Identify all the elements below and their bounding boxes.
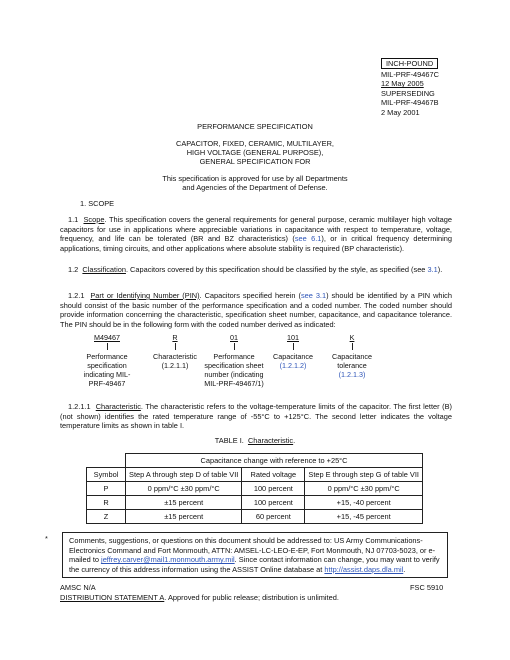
amsc-label: AMSC N/A [60, 583, 96, 592]
table-cell: R [87, 496, 126, 510]
pin-part-tolerance [322, 333, 382, 379]
assist-url-link[interactable]: http://assist.daps.dla.mil [324, 564, 404, 574]
pin-reference[interactable]: (1.2.1.3) [338, 370, 366, 379]
paragraph-1-2-1 [60, 291, 452, 329]
fsc-label: FSC 5910 [410, 583, 444, 592]
table-caption-suffix: . [293, 436, 296, 445]
characteristic-table [86, 453, 423, 524]
table-column-header: Step A through step D of table VII [126, 468, 242, 482]
pin-description: Characteristic [153, 352, 197, 361]
paragraph-text: . Capacitors specified herein ( [199, 291, 301, 300]
comments-text: . [403, 564, 406, 574]
pin-connector-line [293, 343, 294, 350]
table-header-row [87, 454, 423, 468]
title-line-3: GENERAL SPECIFICATION FOR [199, 157, 311, 166]
change-marker: * [45, 534, 48, 543]
paragraph-1-1 [60, 215, 452, 253]
title-line-1: CAPACITOR, FIXED, CERAMIC, MULTILAYER, [176, 139, 334, 148]
table-caption-prefix: TABLE I. [214, 436, 244, 445]
paragraph-number: 1.2 [68, 265, 79, 274]
pin-code: 101 [287, 333, 299, 342]
distribution-label: DISTRIBUTION STATEMENT A [60, 593, 165, 602]
table-cell: 100 percent [242, 496, 305, 510]
table-cell: +15, -45 percent [305, 510, 423, 524]
paragraph-text: . The characteristic refers to the voltage-temperature limits of the capacitor. The first letter (B) (not shown) identifies the rated temperature range of -55°C to +125°C. The second letter indicates the voltage temperature limits as shown in table I. [60, 402, 452, 431]
table-cell: 100 percent [242, 482, 305, 496]
table-header-row [87, 468, 423, 482]
pin-connector-line [107, 343, 108, 350]
table-row [87, 510, 423, 524]
table-caption-title: Characteristic [247, 436, 294, 445]
pin-part-spec [78, 333, 136, 388]
approval-line-1: This specification is approved for use by all Departments [162, 174, 348, 183]
pin-description: Capacitance tolerance [332, 352, 372, 370]
paragraph-title: Scope [83, 215, 105, 224]
table-column-header: Step E through step G of table VII [305, 468, 423, 482]
pin-connector-line [234, 343, 235, 350]
previous-document-date: 2 May 2001 [381, 107, 420, 117]
table-cell: 60 percent [242, 510, 305, 524]
table-row [87, 496, 423, 510]
pin-diagram [60, 333, 460, 403]
comments-text: Comments, suggestions, or questions on this document should be addressed to: US Army Communications-Electronics Command and Fort Monmouth, ATTN: AMSEL-LC-LEO-E-EP, Fort Monmouth, NJ 07703-5023, or e-mailed to [69, 536, 436, 565]
pin-reference: (1.2.1.1) [161, 361, 189, 370]
approval-line-2: and Agencies of the Department of Defense. [182, 183, 328, 192]
paragraph-text: . This specification covers the general requirements for general purpose, ceramic multilayer high voltage capacitors for use in applications where appreciable variations in capacitance with respect to temperature, voltage, frequency, and life can be tolerated (BR and BZ characteristics) ( [60, 215, 452, 244]
table-cell: +15, -40 percent [305, 496, 423, 510]
distribution-statement [60, 593, 339, 603]
pin-code: R [172, 333, 178, 342]
pin-code: 01 [230, 333, 238, 342]
comments-text: . Since contact information can change, you may want to verify the currency of this address information using the ASSIST Online database at [69, 555, 440, 574]
table-column-header: Symbol [87, 468, 126, 482]
pin-description: Performance specification sheet number (indicating MIL-PRF-49467/1) [204, 352, 264, 388]
document-header [381, 58, 461, 117]
table-cell: P [87, 482, 126, 496]
paragraph-text: . Capacitors covered by this specification should be classified by the style, as specified (see [125, 265, 428, 274]
document-date: 12 May 2005 [381, 79, 424, 89]
superseding-label: SUPERSEDING [381, 88, 435, 98]
comments-box [62, 532, 448, 578]
paragraph-title: Part or Identifying Number (PIN) [90, 291, 200, 300]
paragraph-title: Characteristic [95, 402, 141, 411]
pin-code: M49467 [94, 333, 120, 342]
table-cell: ±15 percent [126, 510, 242, 524]
paragraph-number: 1.2.1.1 [68, 402, 91, 411]
pin-description: Capacitance [273, 352, 313, 361]
document-type: PERFORMANCE SPECIFICATION [197, 122, 313, 131]
title-line-2: HIGH VOLTAGE (GENERAL PURPOSE), [186, 148, 324, 157]
previous-document-id: MIL-PRF-49467B [381, 98, 439, 108]
reference-link[interactable]: see 6.1 [294, 234, 322, 244]
table-caption [0, 436, 510, 446]
pin-code: K [349, 333, 355, 342]
email-link[interactable]: jeffrey.carver@mail1.monmouth.army.mil [101, 555, 235, 565]
table-column-header: Rated voltage [242, 468, 305, 482]
section-heading-scope: 1. SCOPE [80, 199, 115, 208]
paragraph-text: ), or in critical frequency determining applications, timing circuits, and other applications where absolute stability is required (BP characteristic). [60, 234, 452, 253]
paragraph-text: ). [437, 265, 443, 274]
paragraph-1-2-1-1 [60, 402, 452, 431]
distribution-text: . Approved for public release; distribution is unlimited. [164, 593, 339, 602]
pin-description: Performance specification indicating MIL-PRF-49467 [83, 352, 131, 388]
table-group-header: Capacitance change with reference to +25°C [126, 454, 423, 468]
pin-part-sheet [194, 333, 274, 388]
paragraph-title: Classification [82, 265, 126, 274]
pin-connector-line [175, 343, 176, 350]
pin-part-capacitance [266, 333, 320, 370]
paragraph-1-2 [60, 265, 452, 275]
table-cell: Z [87, 510, 126, 524]
reference-link[interactable]: see 3.1 [300, 291, 327, 300]
reference-link[interactable]: 3.1 [427, 265, 438, 274]
paragraph-number: 1.1 [68, 215, 79, 224]
table-corner-cell [87, 454, 126, 468]
pin-reference[interactable]: (1.2.1.2) [279, 361, 307, 370]
document-id: MIL-PRF-49467C [381, 70, 439, 79]
table-cell: 0 ppm/°C ±30 ppm/°C [126, 482, 242, 496]
table-row [87, 482, 423, 496]
inch-pound-label: INCH-POUND [381, 58, 438, 69]
paragraph-text: ) should be identified by a PIN which should consist of the basic number of the performance specification and a coded number. The coded number should provide information concerning the characteristic, specification sheet number, capacitance, and capacitance tolerance. The PIN should be in the following form with the coded number derived as indicated: [60, 291, 452, 329]
pin-connector-line [352, 343, 353, 350]
table-cell: ±15 percent [126, 496, 242, 510]
paragraph-number: 1.2.1 [68, 291, 85, 300]
table-cell: 0 ppm/°C ±30 ppm/°C [305, 482, 423, 496]
